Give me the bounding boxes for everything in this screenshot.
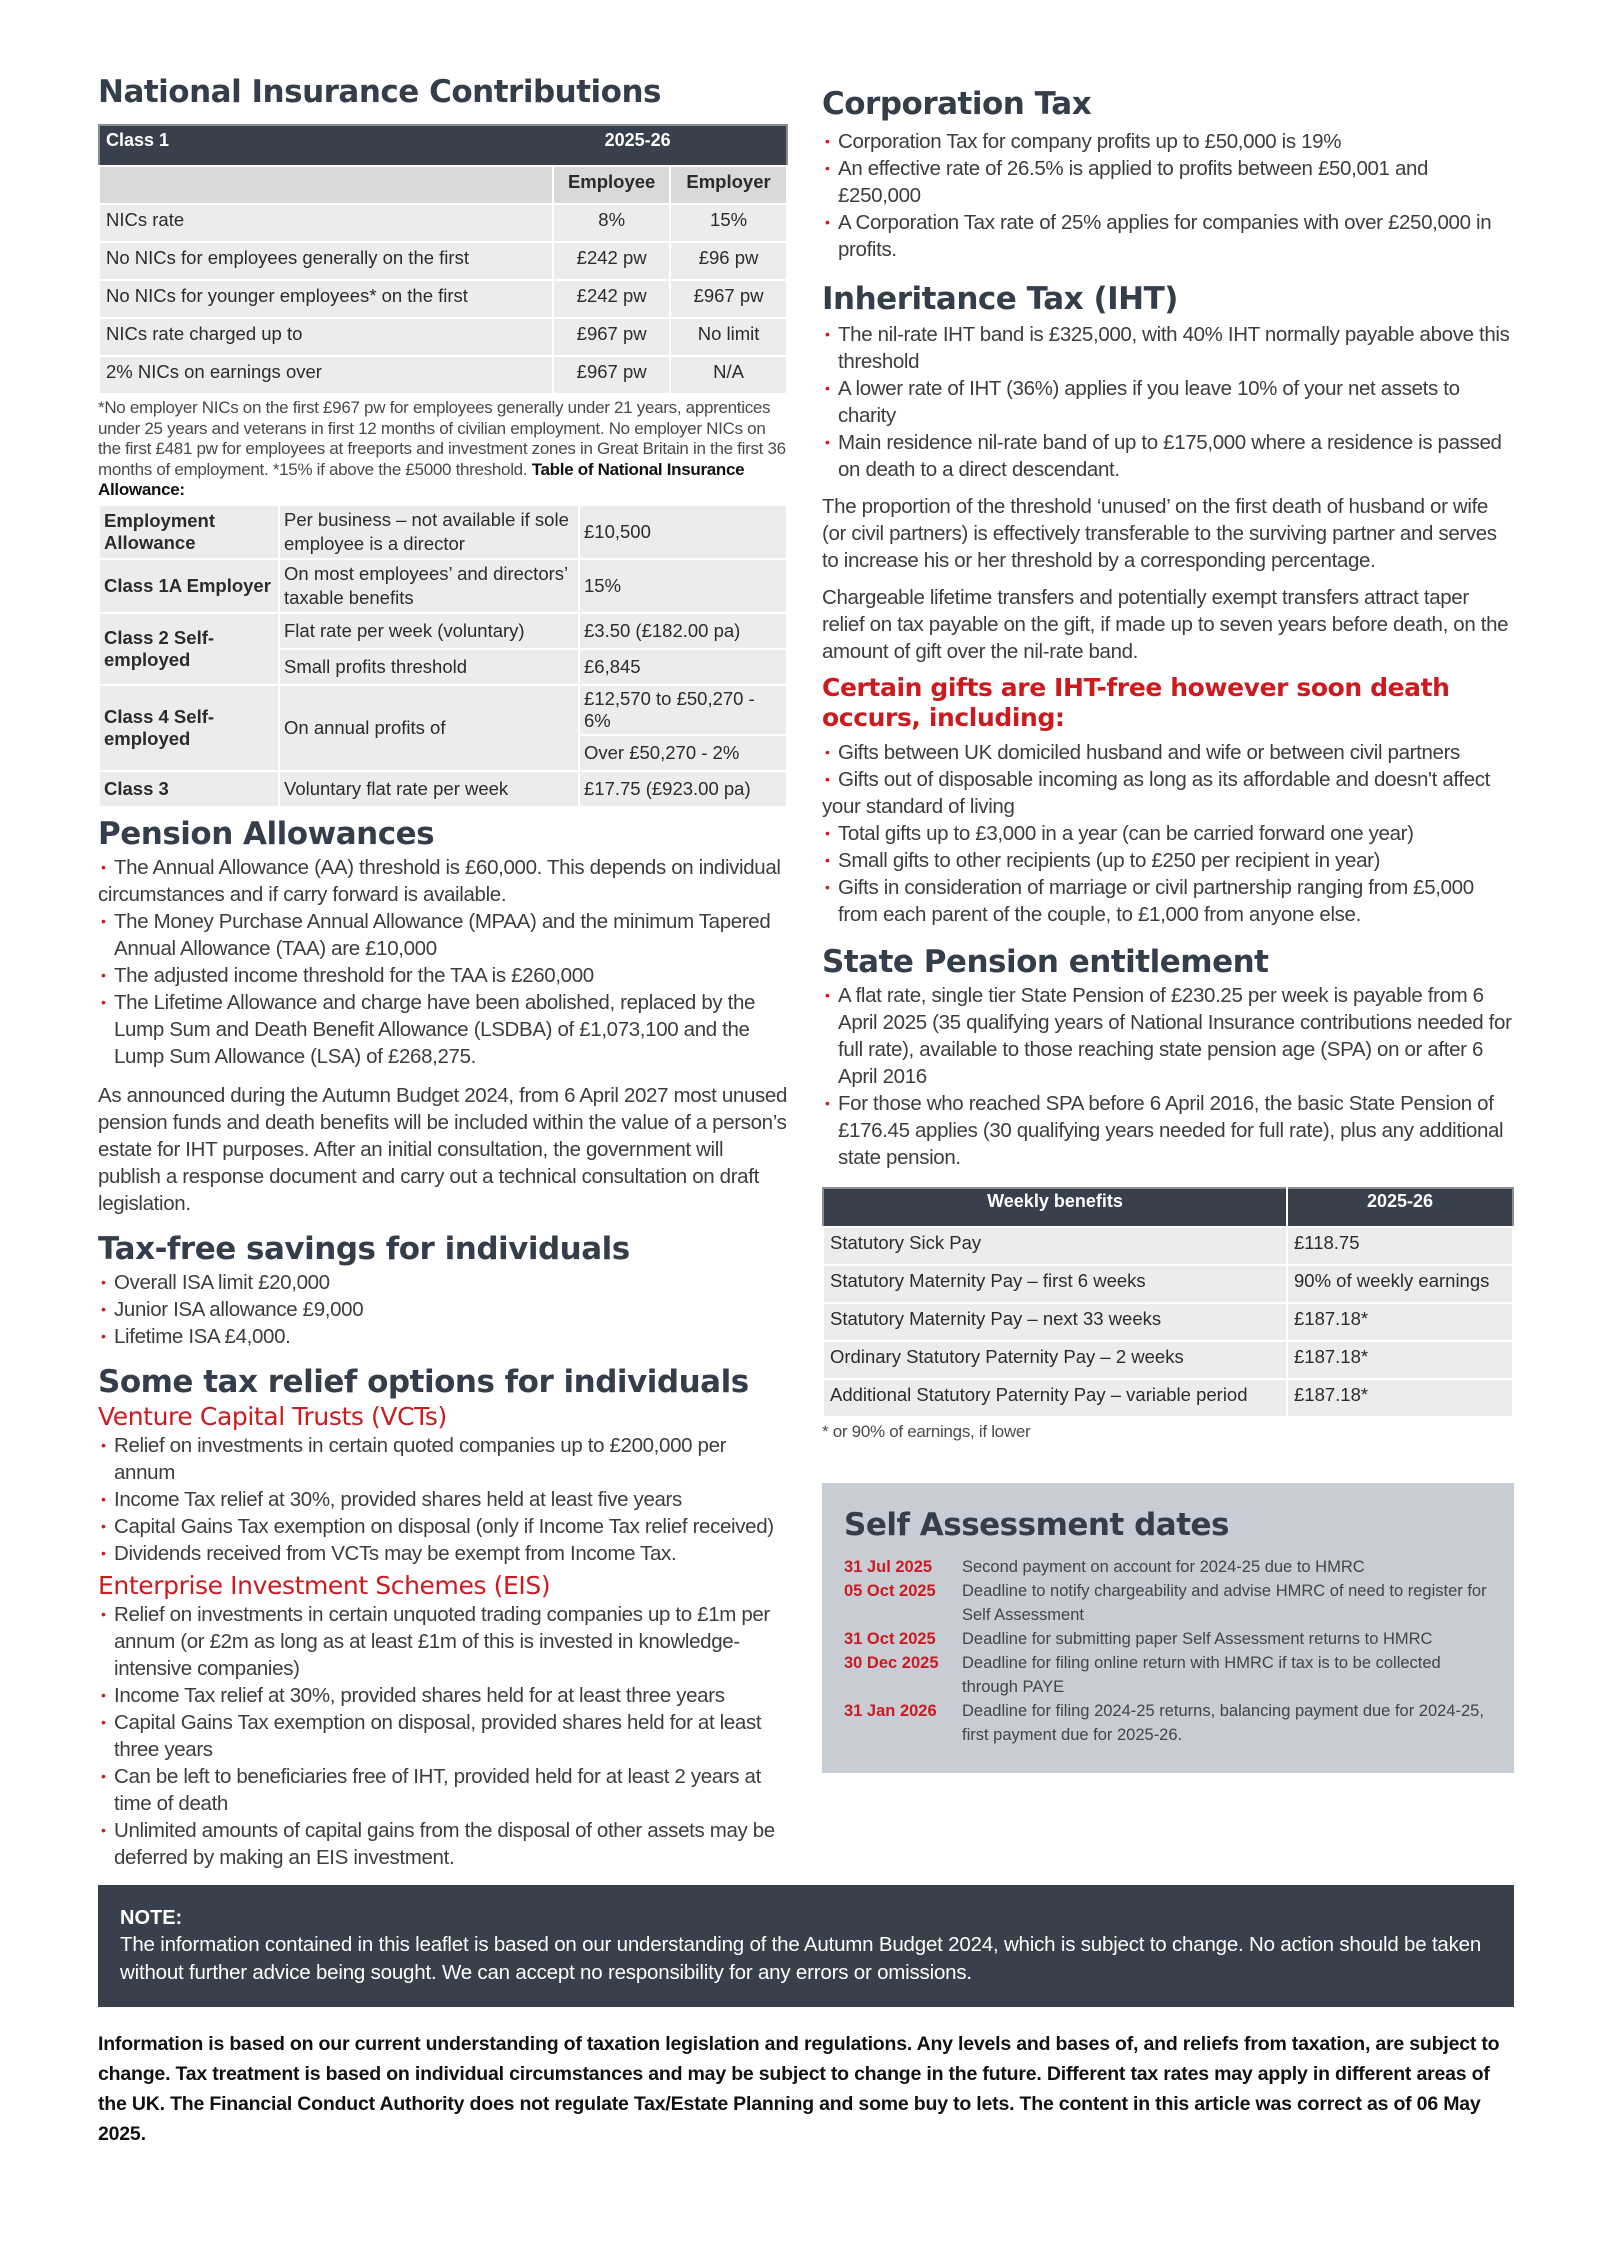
class-value: £3.50 (£182.00 pa) [579,613,787,649]
list-item [822,209,1514,263]
table-row [823,1227,1513,1265]
benefit-value: £187.18* [1287,1379,1513,1417]
date-label: 30 Dec 2025 [844,1653,939,1672]
class-desc: Per business – not available if sole employee is a director [279,505,579,559]
bullet-icon: • [101,1767,106,1784]
bullet-icon: • [825,879,830,895]
eis-list [98,1601,788,1871]
row-label: No NICs for employees generally on the first [99,242,553,280]
date-text: Deadline for filing online return with HMRC if tax is to be collected through PAYE [962,1653,1441,1696]
date-row [844,1627,1492,1651]
bullet-icon: • [101,1327,106,1344]
list-item [98,989,788,1070]
class-value: Over £50,270 - 2% [579,735,787,771]
list-item [98,908,788,962]
table-row [99,242,787,280]
list-item-text: An effective rate of 26.5% is applied to profits between £50,001 and £250,000 [838,157,1429,207]
vct-list [98,1432,788,1567]
relief-title: Some tax relief options for individuals [98,1363,749,1400]
employer-value: 15% [670,204,787,242]
pension-paragraph: As announced during the Autumn Budget 2024, from 6 April 2027 most unused pension funds and death benefits will be included within the value of a person’s estate for IHT purposes. After an initial consultation, the government will publish a response document and carry out a technical consultation on draft legislation. [98,1083,788,1215]
note-body: The information contained in this leaflet is based on our understanding of the Autumn Budget 2024, which is subject to change. No action should be taken without further advice being sought. We can accept no responsibility for any errors or omissions. [120,1932,1482,1984]
bullet-icon: • [825,1095,830,1111]
benefit-value: £118.75 [1287,1227,1513,1265]
benefit-label: Statutory Maternity Pay – next 33 weeks [823,1303,1287,1341]
list-item-text: Gifts out of disposable incoming as long as its affordable and doesn't affect your standard of living [822,768,1490,818]
savings-title: Tax-free savings for individuals [98,1230,630,1267]
bullet-icon: • [825,825,830,841]
list-item-text: Total gifts up to £3,000 in a year (can be carried forward one year) [838,822,1414,845]
nic-title: National Insurance Contributions [98,74,661,110]
bullet-icon: • [101,1490,106,1507]
bullet-icon: • [101,912,106,929]
list-item [822,766,1514,820]
class-desc: Flat rate per week (voluntary) [279,613,579,649]
disclaimer: Information is based on our current understanding of taxation legislation and regulations. Any levels and bases of, and reliefs from taxation, are subject to change. Tax treatment is based on individual circumstances and may be subject to change in the future. Different tax rates may apply in different areas of the UK. The Financial Conduct Authority does not regulate Tax/Estate Planning and some buy to lets. The content in this article was correct as of 06 May 2025. [98,2032,1500,2145]
gifts-title: Certain gifts are IHT-free however soon death occurs, including: [822,673,1450,732]
weekly-benefits-header: Weekly benefits [823,1188,1287,1227]
class-value: £17.75 (£923.00 pa) [579,771,787,807]
bullet-icon: • [101,1821,106,1838]
table-row [99,204,787,242]
list-item-text: Main residence nil-rate band of up to £175,000 where a residence is passed on death to a direct descendant. [838,431,1502,481]
row-label: NICs rate [99,204,553,242]
class-label: Class 4 Self-employed [99,685,279,771]
date-text: Deadline for filing 2024-25 returns, balancing payment due for 2024-25, first payment due for 2025-26. [962,1701,1484,1744]
date-label: 31 Oct 2025 [844,1629,936,1648]
employee-value: 8% [553,204,670,242]
weekly-footnote: * or 90% of earnings, if lower [822,1422,1031,1441]
bullet-icon: • [825,326,830,342]
bullet-icon: • [825,987,830,1003]
list-item-text: Relief on investments in certain quoted companies up to £200,000 per annum [114,1433,727,1484]
class1-header: Class 1 [99,125,553,166]
pension-title: Pension Allowances [98,815,435,852]
table-row [99,356,787,394]
date-label: 31 Jan 2026 [844,1701,937,1720]
bullet-icon: • [825,852,830,868]
table-row [823,1341,1513,1379]
list-item [98,1486,788,1513]
nic-footnote-text: *No employer NICs on the first £967 pw for employees generally under 21 years, apprentices under 25 years and veterans in first 12 months of civilian employment. No employer NICs on the first £481 pw for employees at freeports and investment zones in Great Britain in the first 36 months of employment. *15% if above the £5000 threshold. [98,398,786,479]
list-item-text: Unlimited amounts of capital gains from the disposal of other assets may be deferred by making an EIS investment. [114,1818,775,1869]
list-item [98,1432,788,1486]
gifts-list [822,739,1514,928]
benefit-label: Additional Statutory Paternity Pay – variable period [823,1379,1287,1417]
date-text: Deadline to notify chargeability and advise HMRC of need to register for Self Assessment [962,1581,1487,1624]
class-desc: On most employees’ and directors’ taxable benefits [279,559,579,613]
left-column [98,72,788,1871]
iht-list [822,321,1514,483]
list-item [98,1513,788,1540]
bullet-icon: • [825,744,830,760]
list-item-text: Dividends received from VCTs may be exempt from Income Tax. [114,1541,677,1565]
date-text: Deadline for submitting paper Self Assessment returns to HMRC [962,1629,1433,1648]
list-item [98,1817,788,1871]
class1-table [98,124,788,395]
table-row [823,1265,1513,1303]
bullet-icon: • [101,1544,106,1561]
list-item-text: The nil-rate IHT band is £325,000, with 40% IHT normally payable above this threshold [838,323,1510,373]
date-row [844,1699,1492,1747]
savings-list [98,1269,788,1350]
class-label: Class 1A Employer [99,559,279,613]
allowance-table [98,504,788,808]
employer-value: £96 pw [670,242,787,280]
bullet-icon: • [825,133,830,149]
list-item-text: Small gifts to other recipients (up to £250 per recipient in year) [838,849,1381,872]
list-item-text: Overall ISA limit £20,000 [114,1270,330,1294]
corporation-title: Corporation Tax [822,86,1092,122]
employee-value: £967 pw [553,356,670,394]
benefit-value: 90% of weekly earnings [1287,1265,1513,1303]
iht-title: Inheritance Tax (IHT) [822,281,1178,317]
list-item-text: A lower rate of IHT (36%) applies if you leave 10% of your net assets to charity [838,377,1460,427]
date-label: 31 Jul 2025 [844,1557,933,1576]
list-item [98,1601,788,1682]
list-item [822,982,1514,1090]
bullet-icon: • [101,1517,106,1534]
bullet-icon: • [825,160,830,176]
bullet-icon: • [825,771,830,787]
table-row [99,613,787,649]
weekly-year-header: 2025-26 [1287,1188,1513,1227]
employee-value: £242 pw [553,242,670,280]
list-item [98,1323,788,1350]
allowance-table-title: Table of National Insurance Allowance: [98,459,745,499]
table-row [99,771,787,807]
bullet-icon: • [101,1436,106,1453]
empty-cell [99,166,553,204]
employee-col-header: Employee [553,166,670,204]
nic-footnote [98,398,788,501]
class-label: Class 3 [99,771,279,807]
bullet-icon: • [101,1300,106,1317]
list-item-text: The Money Purchase Annual Allowance (MPAA) and the minimum Tapered Annual Allowance (TAA) are £10,000 [114,909,771,960]
class-desc: On annual profits of [279,685,579,771]
row-label: NICs rate charged up to [99,318,553,356]
bullet-icon: • [101,993,106,1010]
list-item [98,1709,788,1763]
employer-value: £967 pw [670,280,787,318]
note-banner [98,1885,1514,2007]
list-item [822,321,1514,375]
list-item [822,739,1514,766]
date-row [844,1555,1492,1579]
bullet-icon: • [825,214,830,230]
benefit-label: Ordinary Statutory Paternity Pay – 2 weeks [823,1341,1287,1379]
list-item [822,847,1514,874]
benefit-value: £187.18* [1287,1303,1513,1341]
list-item [822,820,1514,847]
bullet-icon: • [101,1686,106,1703]
class-value: £12,570 to £50,270 - 6% [579,685,787,735]
date-row [844,1579,1492,1627]
employee-value: £967 pw [553,318,670,356]
list-item [822,375,1514,429]
table-row [823,1303,1513,1341]
note-title: NOTE: [120,1906,183,1929]
class-value: 15% [579,559,787,613]
list-item [98,962,788,989]
row-label: No NICs for younger employees* on the first [99,280,553,318]
list-item-text: Lifetime ISA £4,000. [114,1324,291,1348]
list-item [98,854,788,908]
iht-paragraph-1: The proportion of the threshold ‘unused’ on the first death of husband or wife (or civil partners) is effectively transferable to the surviving partner and serves to increase his or her threshold by a corresponding percentage. [822,495,1497,572]
list-item [822,874,1514,928]
list-item [98,1540,788,1567]
bullet-icon: • [101,1605,106,1622]
class-desc: Small profits threshold [279,649,579,685]
list-item [822,429,1514,483]
list-item-text: The adjusted income threshold for the TAA is £260,000 [114,963,594,987]
list-item-text: Gifts in consideration of marriage or civil partnership ranging from £5,000 from each parent of the couple, to £1,000 from anyone else. [838,876,1474,926]
list-item-text: A Corporation Tax rate of 25% applies for companies with over £250,000 in profits. [838,211,1492,261]
employer-value: No limit [670,318,787,356]
iht-paragraph-2: Chargeable lifetime transfers and potentially exempt transfers attract taper relief on tax payable on the gift, if made up to seven years before death, on the amount of gift over the nil-rate band. [822,586,1509,663]
bullet-icon: • [101,1713,106,1730]
list-item-text: Corporation Tax for company profits up to £50,000 is 19% [838,130,1342,153]
pension-list [98,854,788,1070]
list-item [98,1296,788,1323]
benefit-value: £187.18* [1287,1341,1513,1379]
list-item [98,1682,788,1709]
list-item [822,1090,1514,1171]
list-item-text: Income Tax relief at 30%, provided shares held for at least three years [114,1683,725,1707]
class-value: £6,845 [579,649,787,685]
table-row [823,1379,1513,1417]
date-text: Second payment on account for 2024-25 due to HMRC [962,1557,1365,1576]
table-row [99,559,787,613]
list-item-text: Income Tax relief at 30%, provided shares held at least five years [114,1487,682,1511]
state-pension-title: State Pension entitlement [822,944,1269,980]
list-item [98,1269,788,1296]
weekly-benefits-table [822,1187,1514,1418]
self-assessment-title: Self Assessment dates [844,1506,1229,1543]
list-item-text: Junior ISA allowance £9,000 [114,1297,364,1321]
date-label: 05 Oct 2025 [844,1581,936,1600]
bullet-icon: • [825,380,830,396]
self-assessment-dates [844,1555,1492,1747]
class-value: £10,500 [579,505,787,559]
employee-value: £242 pw [553,280,670,318]
table-row [99,685,787,735]
state-pension-list [822,982,1514,1171]
date-row [844,1651,1492,1699]
class-desc: Voluntary flat rate per week [279,771,579,807]
right-column [822,72,1514,1773]
benefit-label: Statutory Maternity Pay – first 6 weeks [823,1265,1287,1303]
list-item-text: For those who reached SPA before 6 April 2016, the basic State Pension of £176.45 applies (30 qualifying years needed for full rate), plus any additional state pension. [838,1092,1504,1169]
table-row [99,318,787,356]
list-item [822,155,1514,209]
class-label: Class 2 Self-employed [99,613,279,685]
self-assessment-panel [822,1483,1514,1773]
list-item-text: Relief on investments in certain unquoted trading companies up to £1m per annum (or £2m as long as at least £1m of this is invested in knowledge-intensive companies) [114,1602,770,1680]
columns [98,72,1514,1871]
bullet-icon: • [101,966,106,983]
benefit-label: Statutory Sick Pay [823,1227,1287,1265]
list-item-text: The Annual Allowance (AA) threshold is £60,000. This depends on individual circumstances and if carry forward is available. [98,855,781,906]
row-label: 2% NICs on earnings over [99,356,553,394]
bullet-icon: • [101,858,106,875]
list-item [98,1763,788,1817]
employer-col-header: Employer [670,166,787,204]
table-row [99,505,787,559]
eis-title: Enterprise Investment Schemes (EIS) [98,1570,551,1600]
class-label: Employment Allowance [99,505,279,559]
employer-value: N/A [670,356,787,394]
corporation-list [822,128,1514,263]
list-item-text: Can be left to beneficiaries free of IHT, provided held for at least 2 years at time of death [114,1764,761,1815]
bullet-icon: • [825,434,830,450]
bullet-icon: • [101,1273,106,1290]
class1-year-header: 2025-26 [553,125,787,166]
list-item-text: A flat rate, single tier State Pension of £230.25 per week is payable from 6 April 2025 (35 qualifying years of National Insurance contributions needed for full rate), available to those reaching state pension age (SPA) on or after 6 April 2016 [838,984,1512,1088]
list-item [822,128,1514,155]
vct-title: Venture Capital Trusts (VCTs) [98,1401,447,1431]
list-item-text: Capital Gains Tax exemption on disposal (only if Income Tax relief received) [114,1514,774,1538]
list-item-text: Capital Gains Tax exemption on disposal, provided shares held for at least three years [114,1710,762,1761]
list-item-text: Gifts between UK domiciled husband and wife or between civil partners [838,741,1460,764]
table-row [99,280,787,318]
list-item-text: The Lifetime Allowance and charge have been abolished, replaced by the Lump Sum and Death Benefit Allowance (LSDBA) of £1,073,100 and the Lump Sum Allowance (LSA) of £268,275. [114,990,756,1068]
